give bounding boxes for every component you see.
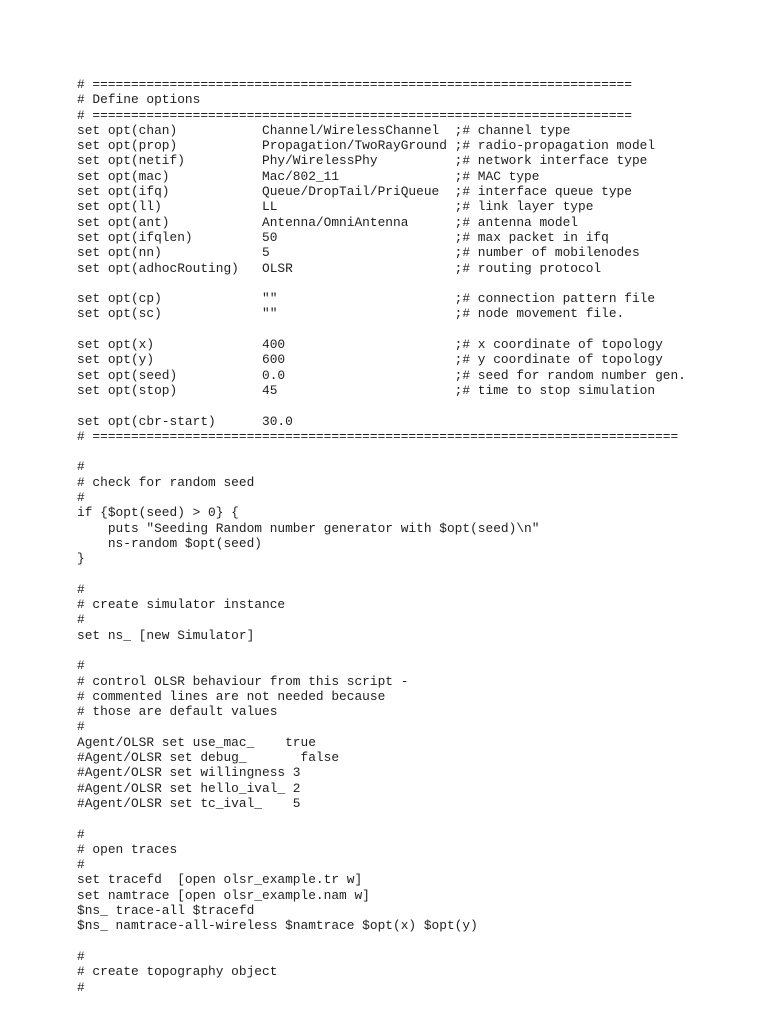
code-line [77, 276, 686, 291]
code-line: # those are default values [77, 704, 278, 720]
code-line: set opt(stop) 45 ;# time to stop simulation [77, 382, 656, 398]
code-line: ns-random $opt(seed) [77, 535, 262, 551]
code-line: # check for random seed [77, 474, 255, 490]
code-line [77, 444, 686, 459]
code-line: # [77, 826, 85, 842]
code-line: # [77, 658, 85, 674]
code-line [77, 322, 686, 337]
code-line: set opt(sc) "" ;# node movement file. [77, 306, 625, 322]
code-line [77, 811, 686, 826]
code-line: set opt(adhocRouting) OLSR ;# routing protocol [77, 260, 602, 276]
code-line: #Agent/OLSR set tc_ival_ 5 [77, 795, 301, 811]
code-line: } [77, 551, 85, 567]
code-line [77, 643, 686, 658]
code-line: set opt(ant) Antenna/OmniAntenna ;# antenna model [77, 214, 578, 230]
code-line: # commented lines are not needed because [77, 688, 386, 704]
code-line: set tracefd [open olsr_example.tr w] [77, 872, 363, 888]
code-line: # [77, 459, 85, 475]
code-line: # [77, 612, 85, 628]
code-line: set namtrace [open olsr_example.nam w] [77, 887, 370, 903]
code-line: #Agent/OLSR set willingness 3 [77, 765, 301, 781]
code-line: set opt(seed) 0.0 ;# seed for random number gen. [77, 367, 686, 383]
code-line: # ============================================================================ [77, 428, 679, 444]
code-line: # [77, 719, 85, 735]
code-line: set opt(nn) 5 ;# number of mobilenodes [77, 245, 640, 261]
code-line: # [77, 581, 85, 597]
code-line: # ====================================================================== [77, 107, 632, 123]
code-line: $ns_ namtrace-all-wireless $namtrace $opt(x) $opt(y) [77, 918, 478, 934]
code-line [77, 398, 686, 413]
code-line: set opt(cp) "" ;# connection pattern file [77, 291, 656, 307]
code-line: # [77, 490, 85, 506]
code-line: set opt(x) 400 ;# x coordinate of topology [77, 337, 663, 353]
code-line: set opt(cbr-start) 30.0 [77, 413, 293, 429]
code-line: # control OLSR behaviour from this script - [77, 673, 409, 689]
code-line: # [77, 857, 85, 873]
code-line: #Agent/OLSR set hello_ival_ 2 [77, 780, 301, 796]
code-line: set opt(netif) Phy/WirelessPhy ;# network interface type [77, 153, 648, 169]
code-line: set opt(prop) Propagation/TwoRayGround ;# radio-propagation model [77, 138, 656, 154]
code-line: # create topography object [77, 964, 278, 980]
code-line [77, 567, 686, 582]
code-line: set opt(mac) Mac/802_11 ;# MAC type [77, 168, 540, 184]
code-line: set opt(chan) Channel/WirelessChannel ;# channel type [77, 122, 571, 138]
code-line: set opt(y) 600 ;# y coordinate of topology [77, 352, 663, 368]
tcl-script-code [77, 77, 686, 995]
code-line: set ns_ [new Simulator] [77, 627, 255, 643]
code-line: # open traces [77, 841, 178, 857]
code-line [77, 934, 686, 949]
code-line: # ====================================================================== [77, 77, 632, 92]
code-line: Agent/OLSR set use_mac_ true [77, 734, 316, 750]
code-line: if {$opt(seed) > 0} { [77, 505, 239, 521]
code-line: puts "Seeding Random number generator with $opt(seed)\n" [77, 520, 540, 536]
code-line: set opt(ifq) Queue/DropTail/PriQueue ;# interface queue type [77, 184, 632, 200]
code-line: # [77, 948, 85, 964]
code-line: set opt(ifqlen) 50 ;# max packet in ifq [77, 229, 609, 245]
code-line: set opt(ll) LL ;# link layer type [77, 199, 594, 215]
code-line: $ns_ trace-all $tracefd [77, 903, 255, 919]
code-line: # create simulator instance [77, 597, 286, 613]
code-line: # Define options [77, 92, 201, 108]
code-line: #Agent/OLSR set debug_ false [77, 750, 340, 766]
code-line: # [77, 979, 85, 995]
